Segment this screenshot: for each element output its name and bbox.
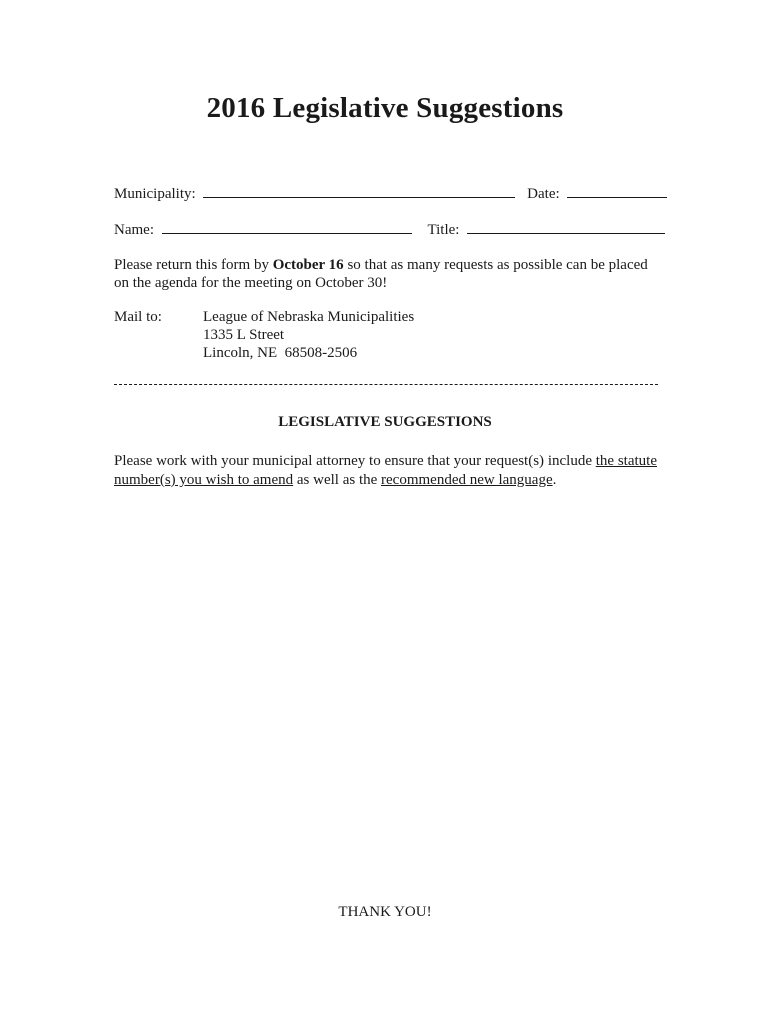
return-deadline: October 16	[272, 257, 344, 273]
instruction-language-emphasis: recommended new language	[381, 472, 553, 488]
address-line-organization: League of Nebraska Municipalities	[203, 309, 415, 325]
instruction-statute-emphasis: the statute number(s) you wish to amend	[114, 453, 657, 488]
municipality-field[interactable]	[203, 183, 515, 198]
return-notice-after: so that as many requests as possible can be placed on the agenda for the meeting on October 30!	[114, 257, 648, 291]
instruction-paragraph	[114, 452, 657, 490]
return-notice	[114, 256, 659, 292]
mailing-address	[203, 308, 414, 362]
title-field[interactable]	[467, 219, 665, 234]
dashed-divider	[114, 384, 658, 385]
date-field[interactable]	[567, 183, 667, 198]
instruction-part-2: as well as the	[293, 472, 382, 488]
title-label: Title:	[427, 222, 460, 238]
name-label: Name:	[114, 222, 154, 238]
return-notice-before: Please return this form by	[114, 257, 273, 273]
address-line-street: 1335 L Street	[203, 327, 285, 343]
municipality-label: Municipality:	[114, 186, 196, 202]
closing-thank-you: THANK YOU!	[338, 904, 432, 920]
mail-to-label: Mail to:	[114, 309, 162, 325]
document-title: 2016 Legislative Suggestions	[206, 92, 564, 124]
address-line-city: Lincoln, NE 68508-2506	[203, 345, 358, 361]
section-heading: LEGISLATIVE SUGGESTIONS	[278, 414, 492, 430]
instruction-part-3: .	[552, 472, 557, 488]
name-field[interactable]	[162, 219, 412, 234]
date-label: Date:	[527, 186, 560, 202]
name-title-row	[114, 219, 665, 239]
instruction-part-1: Please work with your municipal attorney to ensure that your request(s) include	[114, 453, 596, 469]
municipality-date-row	[114, 183, 667, 203]
